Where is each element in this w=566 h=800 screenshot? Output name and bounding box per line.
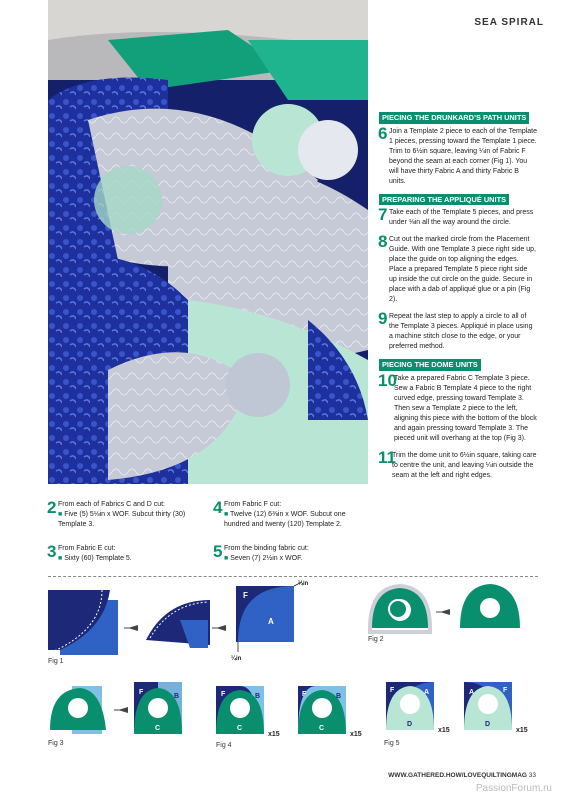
cutting-step-5 (214, 544, 369, 564)
fig3-caption: Fig 3 (48, 740, 64, 747)
fig-label-d: D (407, 721, 413, 728)
step-text: Take a prepared Fabric C Template 3 piece. Sew a Fabric B Template 4 piece to the right curved edge, pressing toward Template 3. Then sew a Template 2 piece to the left, aligning this piece with the bottom of the block and again pressing toward Template 3. The pieced unit will overhang at the top (Fig 3). (394, 374, 537, 442)
cutting-text: Sixty (60) Template 5. (64, 555, 132, 562)
step-number: 9 (378, 309, 388, 328)
fig-label-a: A (424, 689, 430, 696)
step-text: Trim the dome unit to 6½in square, taking care to centre the unit, and leaving ¼in outside the seam at the left and right edges. (392, 451, 537, 479)
step-number: 10 (378, 370, 397, 390)
step-number: 8 (378, 232, 388, 251)
cutting-text: Five (5) 5⅛in x WOF. Subcut thirty (30) Template 3. (58, 511, 186, 528)
section-drunkards-path (379, 112, 537, 187)
step-8 (378, 232, 537, 305)
step-7 (378, 205, 537, 228)
fig-label-a: A (268, 617, 274, 626)
fig-label-c: C (319, 725, 325, 732)
fig-label-f: F (503, 687, 508, 694)
page-footer (388, 772, 536, 779)
fig-label-f: F (221, 691, 226, 698)
quantity-label: x15 (268, 731, 280, 738)
figures-diagram (40, 580, 550, 760)
step-number: 3 (47, 542, 57, 561)
quantity-label: x15 (516, 727, 528, 734)
section-applique (379, 194, 537, 353)
cutting-lead: From Fabric F cut: (224, 501, 282, 508)
section-heading: PREPARING THE APPLIQUÉ UNITS (379, 194, 509, 206)
step-number: 7 (378, 205, 388, 224)
fig5-diagram (386, 682, 528, 734)
step-number: 11 (378, 447, 396, 467)
step-10 (378, 370, 537, 444)
step-9 (378, 309, 537, 352)
step-number: 2 (47, 498, 57, 517)
page-number: 33 (528, 772, 536, 779)
fig4-diagram (216, 686, 362, 738)
quantity-label: x15 (438, 727, 450, 734)
instructions-column (379, 112, 537, 488)
fig-label-f: F (139, 689, 144, 696)
fig2-caption: Fig 2 (368, 636, 384, 643)
fig-label-b: B (336, 693, 342, 700)
bullet-icon: ■ (58, 555, 65, 562)
fig-label-c: C (155, 725, 161, 732)
step-number: 4 (213, 498, 223, 517)
footer-url[interactable]: WWW.GATHERED.HOW/LOVEQUILTINGMAG (388, 772, 527, 779)
divider (48, 576, 538, 577)
step-6 (378, 123, 538, 187)
fig1-caption: Fig 1 (48, 658, 64, 665)
bullet-icon: ■ (58, 511, 65, 518)
section-heading: PIECING THE DRUNKARD’S PATH UNITS (379, 112, 529, 124)
fig-label-b: B (174, 693, 180, 700)
cutting-lead: From Fabric E cut: (58, 545, 116, 552)
quarter-inch-label: ¼in (231, 656, 242, 662)
fig-label-f: F (390, 687, 395, 694)
step-11 (378, 447, 537, 481)
step-number: 5 (213, 542, 223, 561)
watermark: PassionForum.ru (475, 783, 552, 794)
fig-label-f: F (243, 591, 248, 600)
cutting-step-2 (48, 500, 203, 530)
fig-label-c: C (237, 725, 243, 732)
quilt-photo (48, 0, 368, 484)
cutting-text: Seven (7) 2½in x WOF. (230, 555, 303, 562)
step-text: Repeat the last step to apply a circle to all of the Template 3 pieces. Appliqué in place using a machine stitch close to the edge, or your preferred method. (389, 313, 533, 350)
cutting-step-3 (48, 544, 203, 564)
fig-label-f: F (302, 691, 307, 698)
quantity-label: x15 (350, 731, 362, 738)
fig-label-a: A (469, 689, 475, 696)
fig3-diagram (50, 682, 182, 734)
page-header: SEA SPIRAL (474, 17, 544, 28)
step-text: Join a Template 2 piece to each of the Template 1 pieces, pressing toward the Template 1 piece. Trim to 6½in square, leaving ¼in of Fabric F beyond the seam at each corner (Fig 1). You will have thirty Fabric A and thirty Fabric B units. (389, 127, 538, 185)
cutting-step-4 (214, 500, 369, 530)
step-text: Take each of the Template 5 pieces, and press under ⅛in all the way around the circle. (389, 209, 534, 226)
fig5-caption: Fig 5 (384, 740, 400, 747)
quarter-inch-label: ¼in (298, 581, 309, 587)
section-dome (379, 359, 537, 481)
fig2-diagram (370, 584, 520, 632)
fig4-caption: Fig 4 (216, 742, 232, 749)
fig-label-b: B (255, 693, 261, 700)
bullet-icon: ■ (224, 511, 231, 518)
cutting-lead: From each of Fabrics C and D cut: (58, 501, 165, 508)
cutting-text: Twelve (12) 6⅜in x WOF. Subcut one hundred and twenty (120) Template 2. (224, 511, 346, 528)
step-text: Cut out the marked circle from the Placement Guide. With one Template 3 piece right side up, place the guide on top aligning the edges. Place a prepared Template 5 piece right side up inside the cut circle on the guide. Secure in place with a dab of appliqué glue or a pin (Fig 2). (389, 236, 536, 303)
step-number: 6 (378, 123, 388, 143)
cutting-lead: From the binding fabric cut: (224, 545, 309, 552)
section-heading: PIECING THE DOME UNITS (379, 359, 481, 371)
fig1-diagram (48, 580, 309, 662)
fig-label-d: D (485, 721, 491, 728)
bullet-icon: ■ (224, 555, 231, 562)
